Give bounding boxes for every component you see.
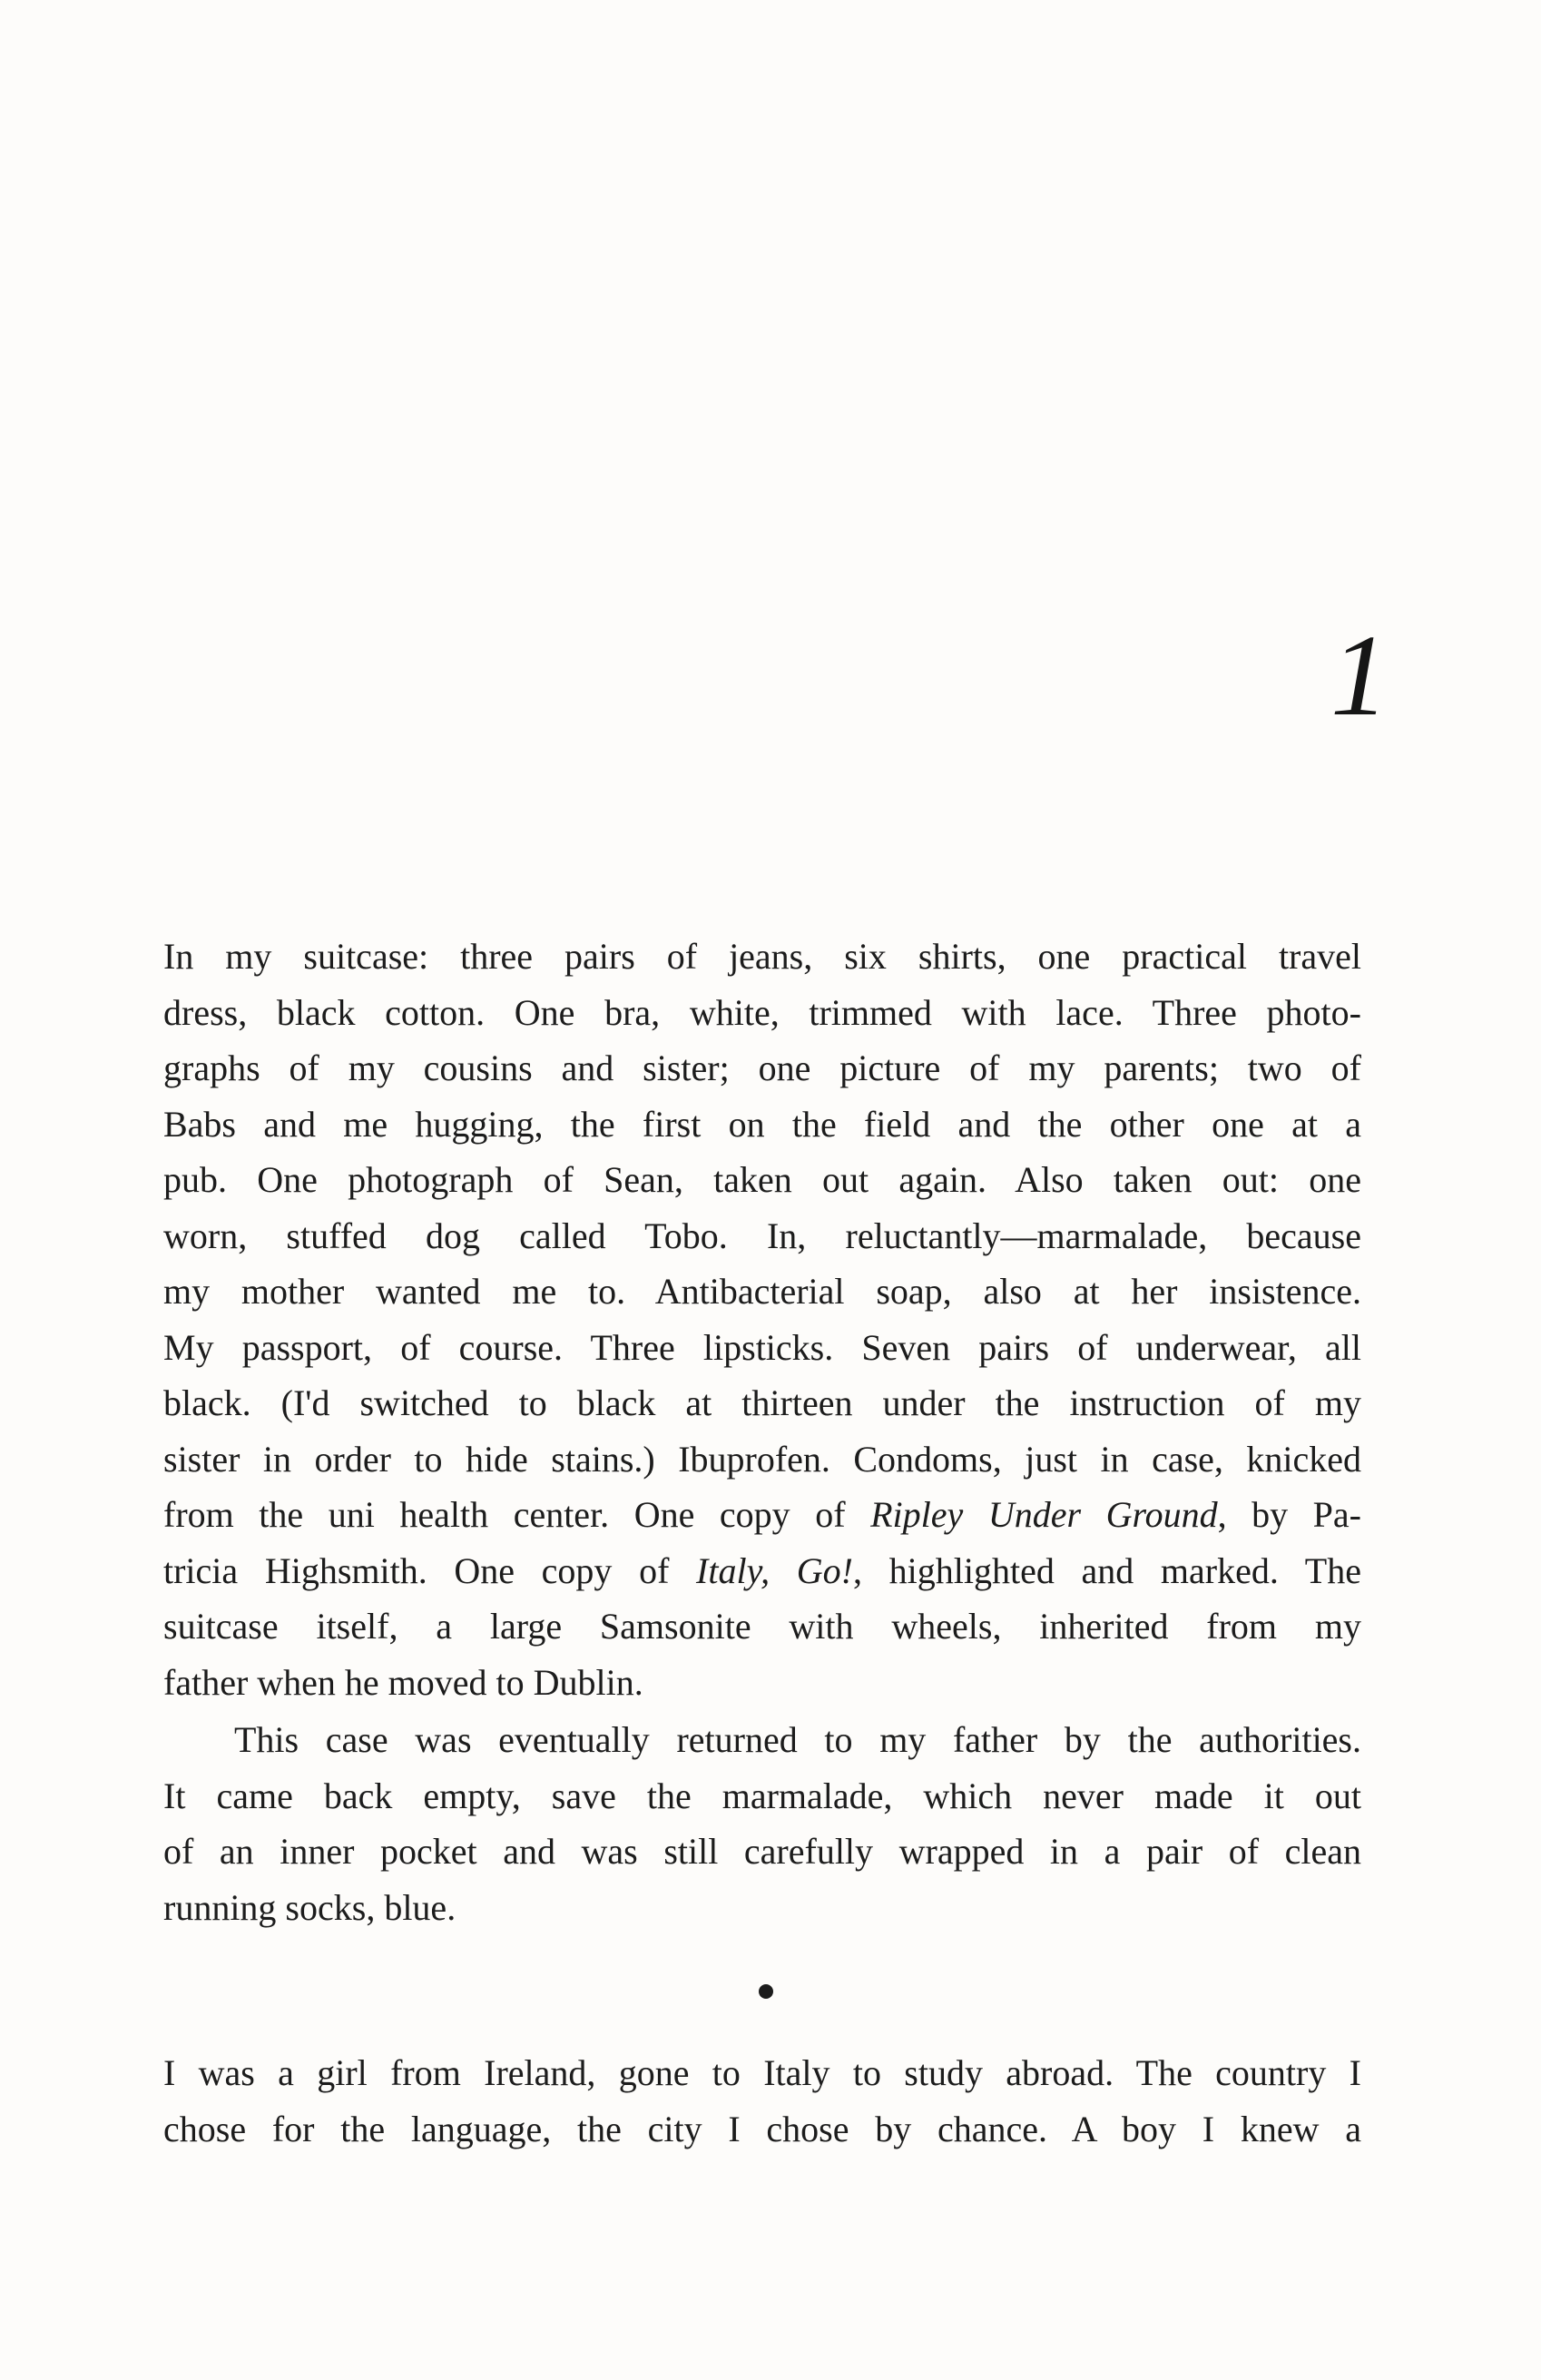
paragraph-suitcase-contents — [163, 929, 1361, 1710]
text-line-with-book-title — [163, 1487, 1361, 1543]
text-fragment: tricia Highsmith. One copy of — [163, 1549, 697, 1591]
paragraph-girl-from-ireland — [163, 2045, 1361, 2157]
text-line: It came back empty, save the marmalade, which never made it out — [163, 1775, 1361, 1816]
section-break-bullet-icon — [759, 1984, 773, 1999]
book-title-ripley-under-ground: Ripley Under Ground — [870, 1494, 1218, 1535]
text-line: black. (I'd switched to black at thirteen under the instruction of my — [163, 1382, 1361, 1423]
text-line: running socks, blue. — [163, 1886, 456, 1928]
text-fragment: from the uni health center. One copy of — [163, 1494, 871, 1535]
text-line: pub. One photograph of Sean, taken out again. Also taken out: one — [163, 1159, 1361, 1200]
text-line: graphs of my cousins and sister; one picture of my parents; two of — [163, 1047, 1361, 1088]
text-line: worn, stuffed dog called Tobo. In, reluctantly—marmalade, because — [163, 1215, 1361, 1256]
text-fragment: , highlighted and marked. The — [853, 1549, 1361, 1591]
text-line-with-book-title — [163, 1543, 1361, 1599]
text-line: of an inner pocket and was still carefully wrapped in a pair of clean — [163, 1831, 1361, 1872]
text-line: sister in order to hide stains.) Ibuprofen. Condoms, just in case, knicked — [163, 1438, 1361, 1480]
text-line: Babs and me hugging, the first on the field and the other one at a — [163, 1103, 1361, 1145]
text-line: suitcase itself, a large Samsonite with wheels, inherited from my — [163, 1606, 1361, 1647]
text-line: father when he moved to Dublin. — [163, 1661, 643, 1703]
text-line: In my suitcase: three pairs of jeans, six shirts, one practical travel — [163, 936, 1361, 977]
book-title-italy-go: Italy, Go! — [696, 1549, 853, 1591]
paragraph-case-returned — [163, 1712, 1361, 1935]
text-line: chose for the language, the city I chose by chance. A boy I knew a — [163, 2108, 1361, 2149]
text-line: My passport, of course. Three lipsticks. Seven pairs of underwear, all — [163, 1326, 1361, 1368]
text-line: This case was eventually returned to my father by the authorities. — [234, 1719, 1361, 1760]
text-line: dress, black cotton. One bra, white, trimmed with lace. Three photo- — [163, 991, 1361, 1033]
text-line: I was a girl from Ireland, gone to Italy to study abroad. The country I — [163, 2052, 1361, 2093]
chapter-number: 1 — [1330, 611, 1389, 740]
text-line: my mother wanted me to. Antibacterial soap, also at her insistence. — [163, 1271, 1361, 1312]
text-fragment: , by Pa- — [1217, 1494, 1361, 1535]
